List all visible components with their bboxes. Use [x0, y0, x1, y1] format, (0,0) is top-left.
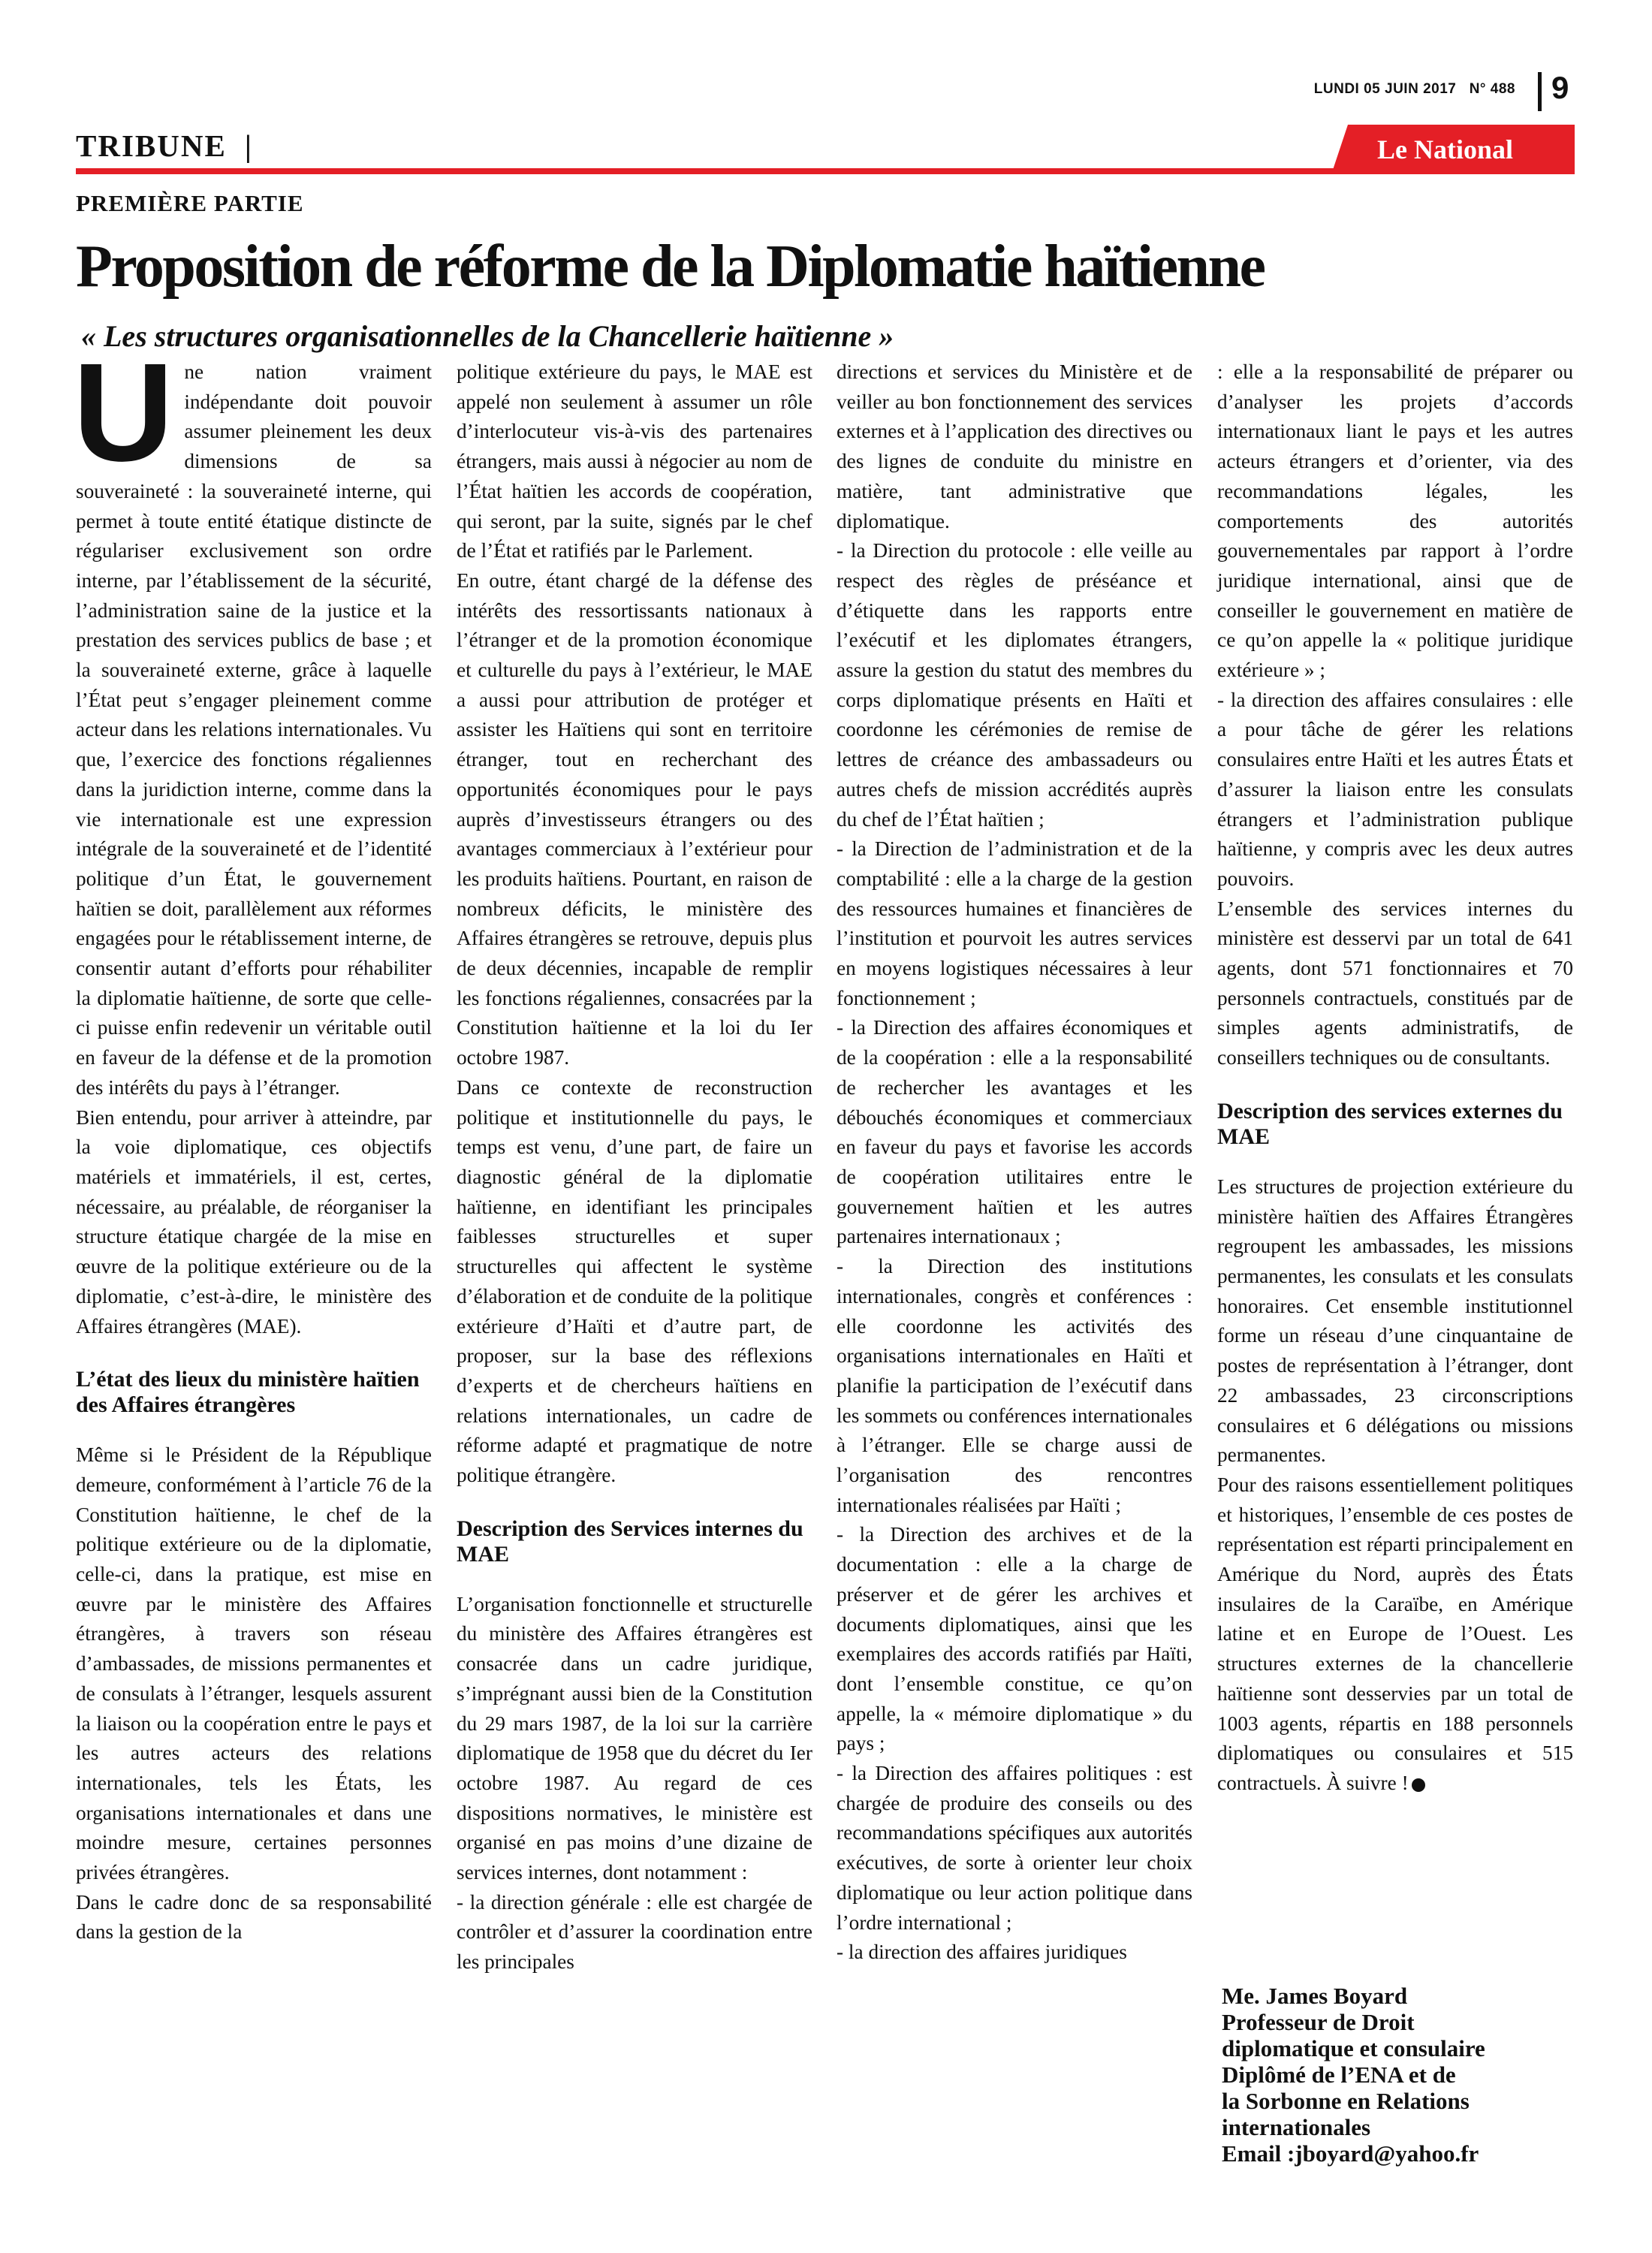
author-signature	[1222, 1983, 1582, 2167]
paragraph: - la direction générale : elle est chargée de contrôler et d’assurer la coordination entre les principales	[457, 1890, 812, 1974]
header-divider	[1538, 72, 1542, 111]
list-item: - la Direction du protocole : elle veille au respect des règles de préséance et d’étiquette dans les rapports entre l’exécutif et les diplomates étrangers, assure la gestion du statut des membres du corps diplomatique présents en Haïti et coordonne les cérémonies de remise de lettres de créance des ambassadeurs ou autres chefs de mission accrédités auprès du chef de l’État haïtien ;	[837, 539, 1192, 831]
author-credential: la Sorbonne en Relations	[1222, 2088, 1470, 2114]
paragraph: : elle a la responsabilité de préparer ou d’analyser les projets d’accords internationaux liant le pays et les autres acteurs étrangers et d’orienter, via des recommandations légales, les comportements des autorités gouvernementales par rapport à l’ordre juridique international, ainsi que de conseiller le gouvernement en matière de ce qu’on appelle la « politique juridique extérieure » ;	[1217, 360, 1573, 682]
list-item: - la direction des affaires juridiques	[837, 1941, 1127, 1964]
author-credential: Diplômé de l’ENA et de	[1222, 2061, 1456, 2088]
paragraph: En outre, étant chargé de la défense des intérêts des ressortissants nationaux à l’étranger et de la promotion économique et culturelle du pays à l’extérieur, le MAE a aussi pour attribution de protéger et assister les Haïtiens qui sont en territoire étranger, tout en recherchant des opportunités économiques pour le pays auprès d’investisseurs étrangers ou des avantages commerciaux à l’extérieur pour les produits haïtiens. Pourtant, en raison de nombreux déficits, le ministère des Affaires étrangères se retrouve, depuis plus de deux décennies, incapable de remplir les fonctions régaliennes, consacrées par la Constitution haïtienne et la loi du Ier octobre 1987.	[457, 569, 812, 1069]
list-item: - la direction des affaires consulaires : elle a pour tâche de gérer les relations consulaires entre Haïti et les autres États et d’assurer la liaison entre les consulats étrangers et l’administration publique haïtienne, y compris avec les deux autres pouvoirs.	[1217, 688, 1573, 890]
section-name: TRIBUNE	[76, 128, 227, 163]
drop-cap: U	[73, 335, 174, 490]
article-subtitle: « Les structures organisationnelles de la Chancellerie haïtienne »	[81, 319, 894, 353]
list-item: - la Direction des affaires économiques et de la coopération : elle a la responsabilité de rechercher les avantages et les débouchés économiques et commerciaux en faveur du pays et favorise les accords de coopération utilitaires entre le gouvernement haïtien et les autres partenaires internationaux ;	[837, 1016, 1192, 1248]
paragraph-text: Pour des raisons essentiellement politiques et historiques, l’ensemble de ces postes de représentation est réparti principalement en Amérique du Nord, auprès des États insulaires de la Caraïbe, en Amérique latine et en Europe de l’Ouest. Les structures externes de la chancellerie haïtienne sont desservies par un total de 1003 agents, répartis en 188 personnels diplomatiques ou consulaires et 515 contractuels. À suivre !	[1217, 1473, 1573, 1794]
part-label: PREMIÈRE PARTIE	[76, 190, 304, 216]
author-title: Professeur de Droit	[1222, 2009, 1415, 2035]
paragraph-text: ne nation vraiment indépendante doit pouvoir assumer pleinement les deux dimensions de sa souveraineté : la souveraineté interne, qui permet à toute entité étatique distincte de régulariser exclusivement son ordre interne, par l’établissement de la sécurité, l’administration saine de la justice et la prestation des services publics de base ; et la souveraineté externe, grâce à laquelle l’État peut s’engager pleinement comme acteur dans les relations internationales. Vu que, l’exercice des fonctions régaliennes dans la juridiction interne, comme dans la vie internationale est une expression intégrale de la souveraineté et de l’identité politique d’un État, le gouvernement haïtien se doit, parallèlement aux réformes engagées pour le rétablissement interne, de consentir autant d’efforts pour réhabiliter la diplomatie haïtienne, de sorte que celle-ci puisse enfin redevenir un véritable outil en faveur de la défense et de la promotion des intérêts du pays à l’étranger.	[76, 360, 432, 1099]
date: LUNDI 05 JUIN 2017	[1313, 81, 1457, 97]
list-item: - la Direction des affaires politiques : est chargée de produire des conseils ou des recommandations spécifiques aux autorités exécutives, de sorte à orienter leur choix diplomatique ou leur action politique dans l’ordre international ;	[837, 1762, 1192, 1934]
list-item: - la Direction des institutions internationales, congrès et conférences : elle coordonne les activités des organisations internationales en Haïti et planifie la participation de l’exécutif dans les sommets ou conférences internationales à l’étranger. Elle se charge aussi de l’organisation des rencontres internationales réalisées par Haïti ;	[837, 1255, 1192, 1516]
author-email: Email :jboyard@yahoo.fr	[1222, 2140, 1479, 2167]
paragraph: Bien entendu, pour arriver à atteindre, par la voie diplomatique, ces objectifs matériels et immatériels, il est, certes, nécessaire, au préalable, de réorganiser la structure étatique chargée de la mise en œuvre de la politique extérieure ou de la diplomatie, c’est-à-dire, le ministère des Affaires étrangères (MAE).	[76, 1105, 432, 1338]
author-name: Me. James Boyard	[1222, 1983, 1408, 2009]
header-date-issue	[1314, 81, 1515, 98]
end-mark-icon	[1412, 1778, 1425, 1792]
subheading: L’état des lieux du ministère haïtien des Affaires étrangères	[76, 1367, 420, 1418]
author-credential: internationales	[1222, 2114, 1371, 2140]
page-number: 9	[1551, 70, 1569, 105]
paragraph: Dans le cadre donc de sa responsabilité dans la gestion de la	[76, 1890, 432, 1944]
brand-name: Le National	[1377, 134, 1514, 164]
issue-number: N° 488	[1469, 81, 1515, 97]
lead-paragraph	[73, 335, 432, 1103]
subheading: Description des services externes du MAE	[1217, 1098, 1563, 1149]
section-label	[76, 128, 253, 164]
list-item: - la Direction de l’administration et de la comptabilité : elle a la charge de la gestion des ressources humaines et financières de l’institution et pourvoit les autres services en moyens logistiques nécessaires à leur fonctionnement ;	[837, 837, 1192, 1009]
subheading: Description des Services internes du MAE	[457, 1516, 803, 1567]
article-column-3	[837, 357, 1192, 1968]
article-column-4	[1217, 357, 1573, 1799]
list-item: - la Direction des archives et de la documentation : elle a la charge de préserver et de gérer les archives et documents diplomatiques, ainsi que les exemplaires des accords ratifiés par Haïti, dont l’ensemble constitue, ce qu’on appelle, la « mémoire diplomatique » du pays ;	[837, 1523, 1192, 1755]
paragraph: Les structures de projection extérieure du ministère haïtien des Affaires Étrangères regroupent les ambassades, les missions permanentes, les consulats et les consulats honoraires. Cet ensemble institutionnel forme un réseau d’une cinquantaine de postes de représentation à l’étranger, dont 22 ambassades, 23 circonscriptions consulaires et 6 délégations ou missions permanentes.	[1217, 1175, 1573, 1467]
article-title: Proposition de réforme de la Diplomatie haïtienne	[76, 234, 1265, 300]
paragraph: Dans ce contexte de reconstruction politique et institutionnelle du pays, le temps est venu, d’une part, de faire un diagnostic général de la diplomatie haïtienne, en identifiant les principales faiblesses structurelles et super structurelles qui affectent le système d’élaboration et de conduite de la politique extérieure d’Haïti et d’autre part, de proposer, sur la base des réflexions d’experts et de chercheurs haïtiens en relations internationales, un cadre de réforme adapté et pragmatique de notre politique étrangère.	[457, 1075, 812, 1487]
article-column-2	[457, 357, 812, 1977]
paragraph: L’ensemble des services internes du ministère est desservi par un total de 641 agents, dont 571 fonctionnaires et 70 personnels contractuels, constitués par de simples agents administratifs, de conseillers techniques ou de consultants.	[1217, 897, 1573, 1069]
paragraph: L’organisation fonctionnelle et structurelle du ministère des Affaires étrangères est consacrée dans un cadre juridique, s’imprégnant aussi bien de la Constitution du 29 mars 1987, de la loi sur la carrière diplomatique de 1958 que du décret du Ier octobre 1987. Au regard de ces dispositions normatives, le ministère est organisé en pas moins d’une dizaine de services internes, dont notamment :	[457, 1592, 812, 1884]
paragraph	[1217, 1470, 1573, 1799]
paragraph: Même si le Président de la République demeure, conformément à l’article 76 de la Constitution haïtienne, le chef de la politique extérieure ou de la diplomatie, celle-ci, dans la pratique, est mise en œuvre par le ministère des Affaires étrangères, à travers son réseau d’ambassades, de missions permanentes et de consulats à l’étranger, lesquels assurent la liaison ou la coopération entre le pays et les autres acteurs des relations internationales, tels les États, les organisations internationales et dans une moindre mesure, certaines personnes privées étrangères.	[76, 1443, 432, 1884]
author-title: diplomatique et consulaire	[1222, 2035, 1485, 2061]
article-column-1	[73, 335, 432, 1947]
paragraph: directions et services du Ministère et de veiller au bon fonctionnement des services externes et à l’application des directives ou des lignes de conduite du ministre en matière, tant administrative que diplomatique.	[837, 360, 1192, 532]
section-separator: |	[244, 128, 253, 163]
paragraph: politique extérieure du pays, le MAE est appelé non seulement à assumer un rôle d’interlocuteur vis-à-vis des partenaires étrangers, mais aussi à négocier au nom de l’État haïtien les accords de coopération, qui seront, par la suite, signés par le chef de l’État et ratifiés par le Parlement.	[457, 360, 812, 562]
